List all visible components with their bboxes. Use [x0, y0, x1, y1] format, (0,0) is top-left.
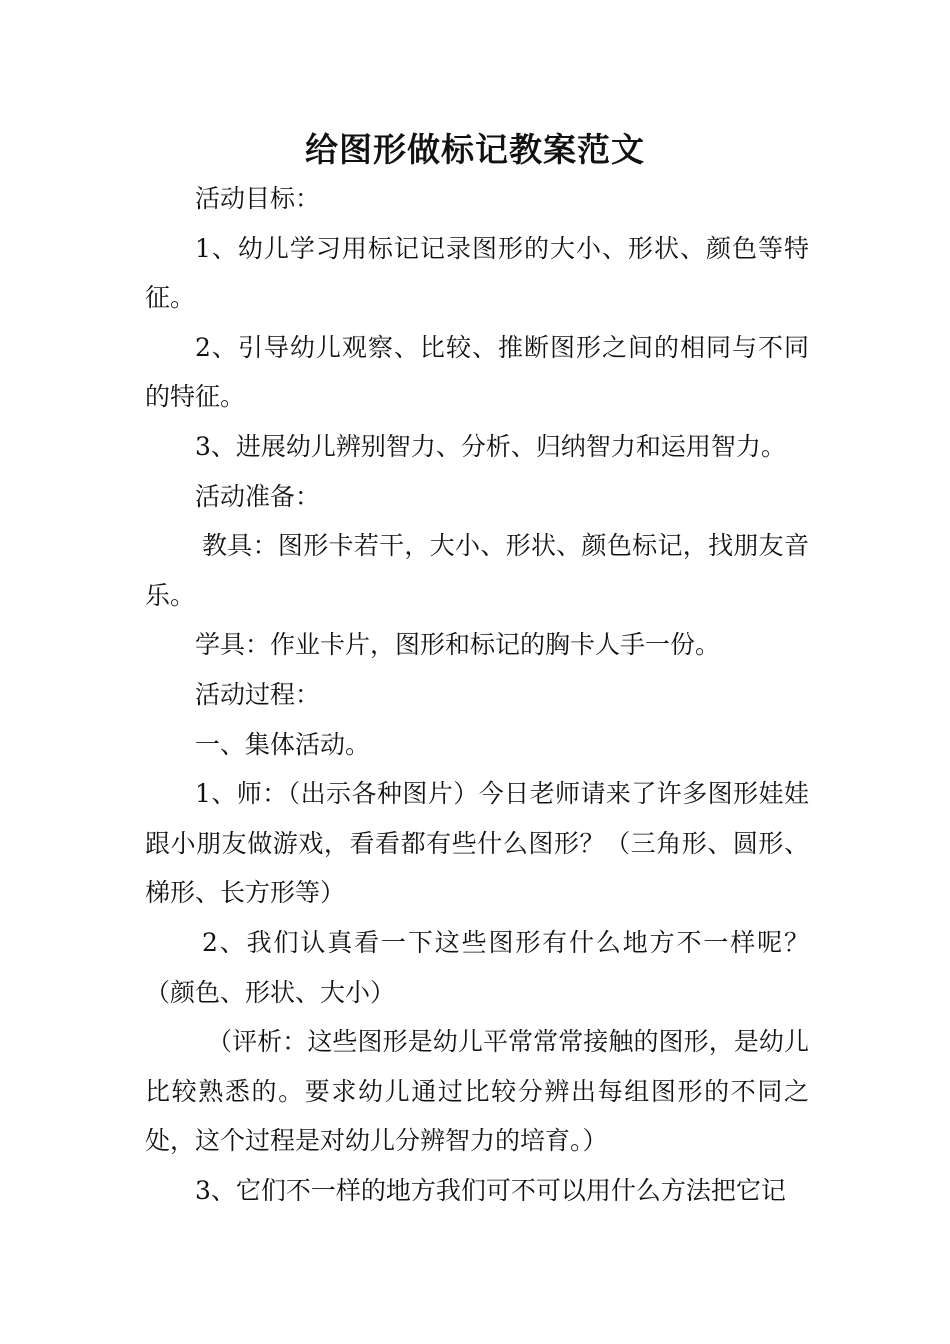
paragraph: （评析：这些图形是幼儿平常常常接触的图形，是幼儿比较熟悉的。要求幼儿通过比较分辨出每组图形的不同之处，这个过程是对幼儿分辨智力的培育。） — [145, 1027, 809, 1156]
paragraph: 1、师：（出示各种图片）今日老师请来了许多图形娃娃跟小朋友做游戏，看看都有些什么图形？（三角形、圆形、梯形、长方形等） — [145, 779, 809, 908]
paragraph: 活动过程： — [195, 679, 321, 709]
document-title: 给图形做标记教案范文 — [305, 130, 645, 169]
paragraph: 3、进展幼儿辨别智力、分析、归纳智力和运用智力。 — [195, 431, 786, 461]
paragraph: 教具：图形卡若干，大小、形状、颜色标记，找朋友音乐。 — [145, 531, 809, 610]
paragraph: 2、我们认真看一下这些图形有什么地方不一样呢？（颜色、形状、大小） — [145, 927, 809, 1007]
document-body — [145, 174, 809, 1215]
paragraph: 一、集体活动。 — [195, 729, 371, 759]
paragraph: 2、引导幼儿观察、比较、推断图形之间的相同与不同的特征。 — [145, 332, 809, 412]
paragraph: 活动准备： — [195, 481, 321, 511]
paragraph: 活动目标： — [195, 184, 321, 213]
paragraph: 学具：作业卡片，图形和标记的胸卡人手一份。 — [195, 630, 721, 660]
paragraph: 3、它们不一样的地方我们可不可以用什么方法把它记 — [195, 1175, 786, 1205]
paragraph: 1、幼儿学习用标记记录图形的大小、形状、颜色等特征。 — [145, 233, 809, 313]
